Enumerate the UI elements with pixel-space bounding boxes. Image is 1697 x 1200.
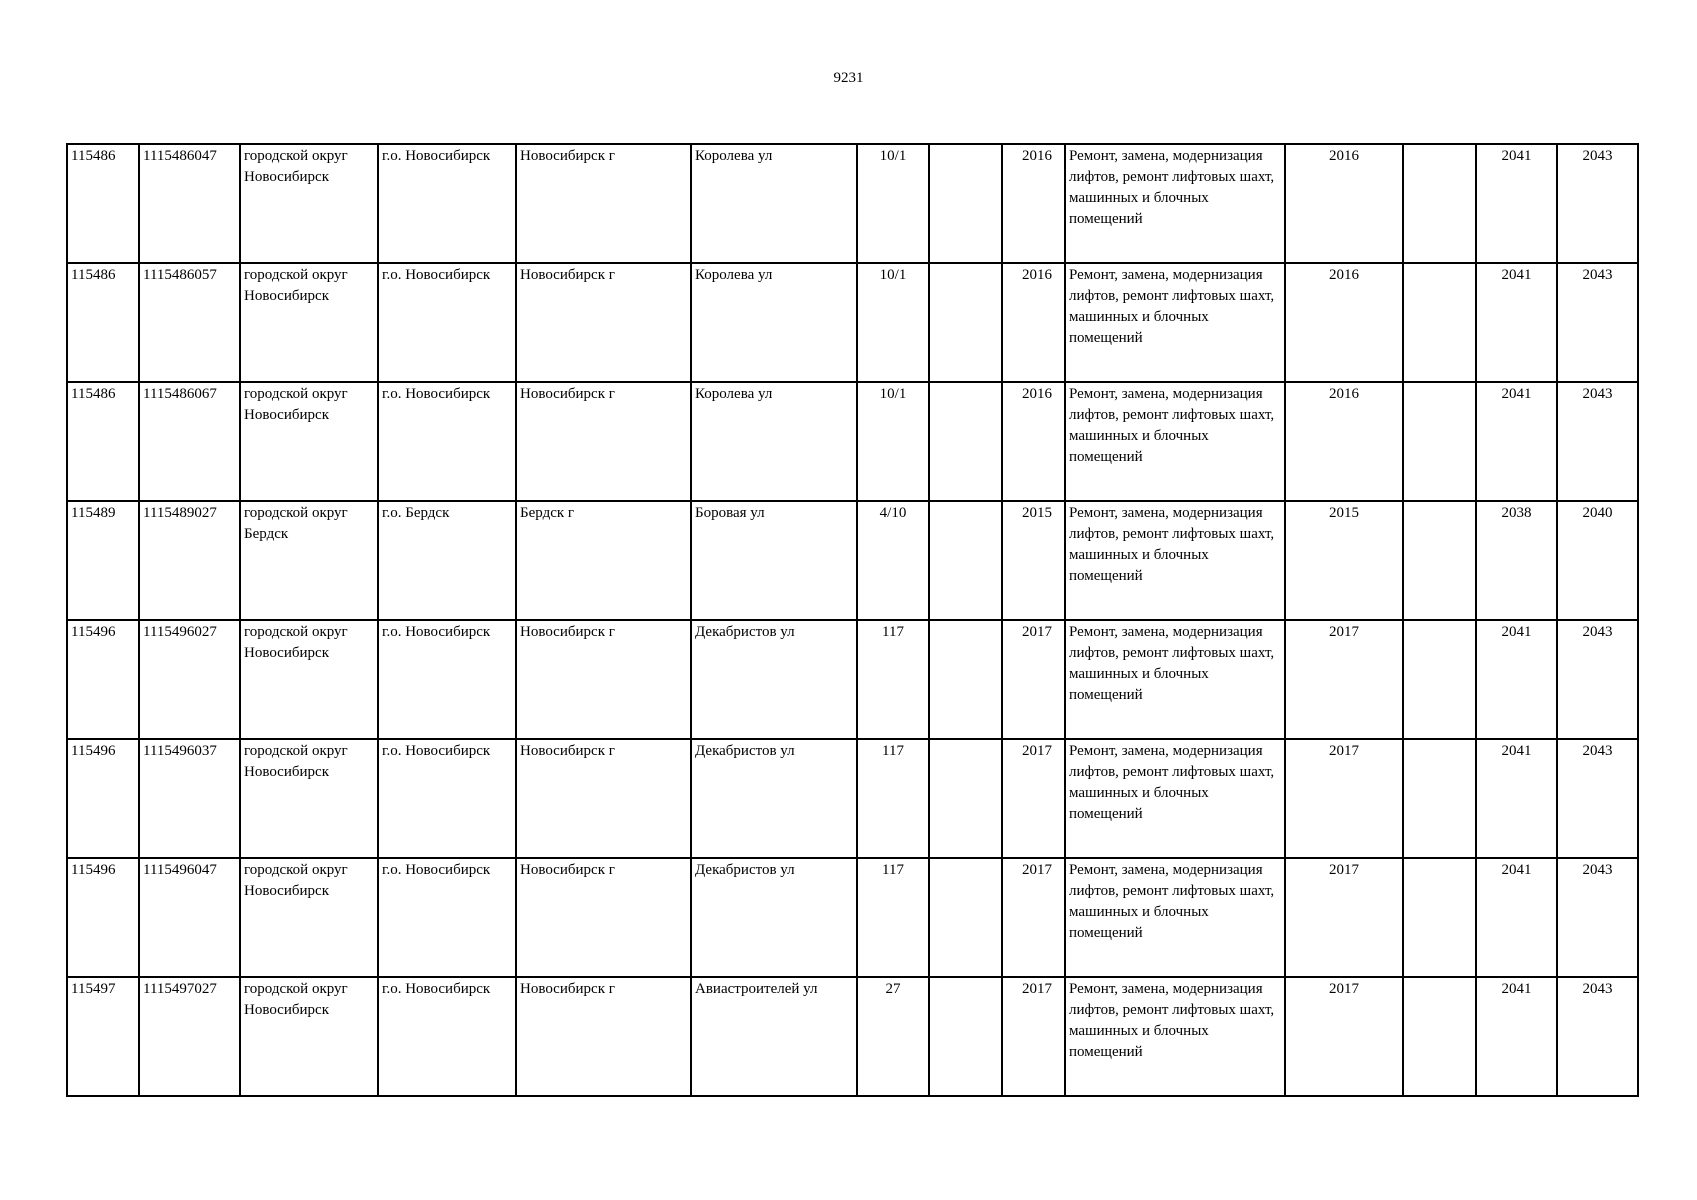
cell-year-built: 2017 (1002, 977, 1065, 1096)
cell-year-built: 2017 (1002, 620, 1065, 739)
cell-code: 1115486047 (139, 144, 240, 263)
cell-year-built: 2015 (1002, 501, 1065, 620)
cell-work-year: 2017 (1285, 739, 1403, 858)
cell-work-type: Ремонт, замена, модернизация лифтов, ремонт лифтовых шахт, машинных и блочных помещений (1065, 501, 1285, 620)
cell-settlement: г.о. Новосибирск (378, 144, 516, 263)
cell-blank (1403, 620, 1476, 739)
cell-work-year: 2016 (1285, 263, 1403, 382)
cell-work-type: Ремонт, замена, модернизация лифтов, ремонт лифтовых шахт, машинных и блочных помещений (1065, 144, 1285, 263)
cell-blank (1403, 739, 1476, 858)
cell-municipality: городской округ Новосибирск (240, 858, 378, 977)
cell-period-end: 2043 (1557, 739, 1638, 858)
cell-period-end: 2043 (1557, 620, 1638, 739)
cell-id: 115489 (67, 501, 139, 620)
table-row (67, 620, 1638, 739)
cell-street: Королева ул (691, 382, 857, 501)
cell-settlement: г.о. Новосибирск (378, 977, 516, 1096)
cell-municipality: городской округ Бердск (240, 501, 378, 620)
cell-id: 115497 (67, 977, 139, 1096)
cell-year-built: 2016 (1002, 263, 1065, 382)
cell-house: 27 (857, 977, 929, 1096)
cell-street: Королева ул (691, 144, 857, 263)
cell-work-type: Ремонт, замена, модернизация лифтов, ремонт лифтовых шахт, машинных и блочных помещений (1065, 620, 1285, 739)
cell-blank (1403, 382, 1476, 501)
cell-locality: Новосибирск г (516, 263, 691, 382)
register-table (66, 143, 1639, 1097)
cell-year-built: 2017 (1002, 858, 1065, 977)
table-body (67, 144, 1638, 1096)
cell-period-start: 2041 (1476, 977, 1557, 1096)
cell-id: 115486 (67, 382, 139, 501)
cell-street: Королева ул (691, 263, 857, 382)
cell-code: 1115486067 (139, 382, 240, 501)
table-row (67, 263, 1638, 382)
cell-house: 10/1 (857, 144, 929, 263)
cell-blank (929, 263, 1002, 382)
cell-locality: Бердск г (516, 501, 691, 620)
cell-code: 1115497027 (139, 977, 240, 1096)
cell-code: 1115496037 (139, 739, 240, 858)
cell-period-start: 2041 (1476, 382, 1557, 501)
cell-locality: Новосибирск г (516, 739, 691, 858)
cell-code: 1115489027 (139, 501, 240, 620)
page-number: 9231 (833, 70, 864, 86)
cell-blank (929, 382, 1002, 501)
cell-blank (1403, 144, 1476, 263)
cell-period-start: 2041 (1476, 739, 1557, 858)
cell-period-start: 2038 (1476, 501, 1557, 620)
cell-house: 117 (857, 620, 929, 739)
cell-settlement: г.о. Новосибирск (378, 739, 516, 858)
table-row (67, 858, 1638, 977)
cell-street: Декабристов ул (691, 739, 857, 858)
cell-locality: Новосибирск г (516, 858, 691, 977)
cell-year-built: 2016 (1002, 382, 1065, 501)
cell-period-start: 2041 (1476, 858, 1557, 977)
cell-house: 117 (857, 739, 929, 858)
cell-street: Боровая ул (691, 501, 857, 620)
cell-work-year: 2016 (1285, 382, 1403, 501)
cell-street: Декабристов ул (691, 620, 857, 739)
cell-period-start: 2041 (1476, 144, 1557, 263)
cell-blank (929, 739, 1002, 858)
table-row (67, 739, 1638, 858)
cell-locality: Новосибирск г (516, 382, 691, 501)
cell-blank (1403, 977, 1476, 1096)
cell-period-end: 2043 (1557, 263, 1638, 382)
cell-period-end: 2043 (1557, 144, 1638, 263)
cell-id: 115486 (67, 144, 139, 263)
cell-house: 4/10 (857, 501, 929, 620)
cell-house: 10/1 (857, 382, 929, 501)
cell-house: 10/1 (857, 263, 929, 382)
cell-id: 115486 (67, 263, 139, 382)
cell-year-built: 2016 (1002, 144, 1065, 263)
cell-period-end: 2043 (1557, 977, 1638, 1096)
cell-period-end: 2040 (1557, 501, 1638, 620)
cell-year-built: 2017 (1002, 739, 1065, 858)
cell-id: 115496 (67, 858, 139, 977)
cell-municipality: городской округ Новосибирск (240, 739, 378, 858)
cell-municipality: городской округ Новосибирск (240, 620, 378, 739)
cell-settlement: г.о. Новосибирск (378, 263, 516, 382)
cell-blank (929, 858, 1002, 977)
cell-work-year: 2016 (1285, 144, 1403, 263)
cell-work-type: Ремонт, замена, модернизация лифтов, ремонт лифтовых шахт, машинных и блочных помещений (1065, 263, 1285, 382)
cell-settlement: г.о. Бердск (378, 501, 516, 620)
cell-municipality: городской округ Новосибирск (240, 144, 378, 263)
cell-work-type: Ремонт, замена, модернизация лифтов, ремонт лифтовых шахт, машинных и блочных помещений (1065, 977, 1285, 1096)
table-row (67, 501, 1638, 620)
cell-work-year: 2017 (1285, 620, 1403, 739)
cell-blank (1403, 501, 1476, 620)
cell-work-year: 2015 (1285, 501, 1403, 620)
cell-settlement: г.о. Новосибирск (378, 382, 516, 501)
cell-street: Декабристов ул (691, 858, 857, 977)
cell-work-year: 2017 (1285, 858, 1403, 977)
cell-period-end: 2043 (1557, 382, 1638, 501)
cell-work-type: Ремонт, замена, модернизация лифтов, ремонт лифтовых шахт, машинных и блочных помещений (1065, 382, 1285, 501)
cell-work-type: Ремонт, замена, модернизация лифтов, ремонт лифтовых шахт, машинных и блочных помещений (1065, 739, 1285, 858)
cell-municipality: городской округ Новосибирск (240, 263, 378, 382)
cell-settlement: г.о. Новосибирск (378, 858, 516, 977)
cell-locality: Новосибирск г (516, 144, 691, 263)
cell-settlement: г.о. Новосибирск (378, 620, 516, 739)
table-row (67, 977, 1638, 1096)
cell-municipality: городской округ Новосибирск (240, 382, 378, 501)
cell-house: 117 (857, 858, 929, 977)
cell-code: 1115496027 (139, 620, 240, 739)
cell-blank (929, 501, 1002, 620)
cell-blank (929, 620, 1002, 739)
cell-period-start: 2041 (1476, 263, 1557, 382)
cell-locality: Новосибирск г (516, 977, 691, 1096)
cell-id: 115496 (67, 739, 139, 858)
cell-street: Авиастроителей ул (691, 977, 857, 1096)
cell-municipality: городской округ Новосибирск (240, 977, 378, 1096)
cell-locality: Новосибирск г (516, 620, 691, 739)
cell-code: 1115496047 (139, 858, 240, 977)
cell-blank (929, 144, 1002, 263)
cell-work-type: Ремонт, замена, модернизация лифтов, ремонт лифтовых шахт, машинных и блочных помещений (1065, 858, 1285, 977)
cell-blank (929, 977, 1002, 1096)
cell-blank (1403, 263, 1476, 382)
cell-blank (1403, 858, 1476, 977)
table-row (67, 382, 1638, 501)
cell-period-end: 2043 (1557, 858, 1638, 977)
cell-work-year: 2017 (1285, 977, 1403, 1096)
cell-id: 115496 (67, 620, 139, 739)
table-row (67, 144, 1638, 263)
cell-code: 1115486057 (139, 263, 240, 382)
cell-period-start: 2041 (1476, 620, 1557, 739)
